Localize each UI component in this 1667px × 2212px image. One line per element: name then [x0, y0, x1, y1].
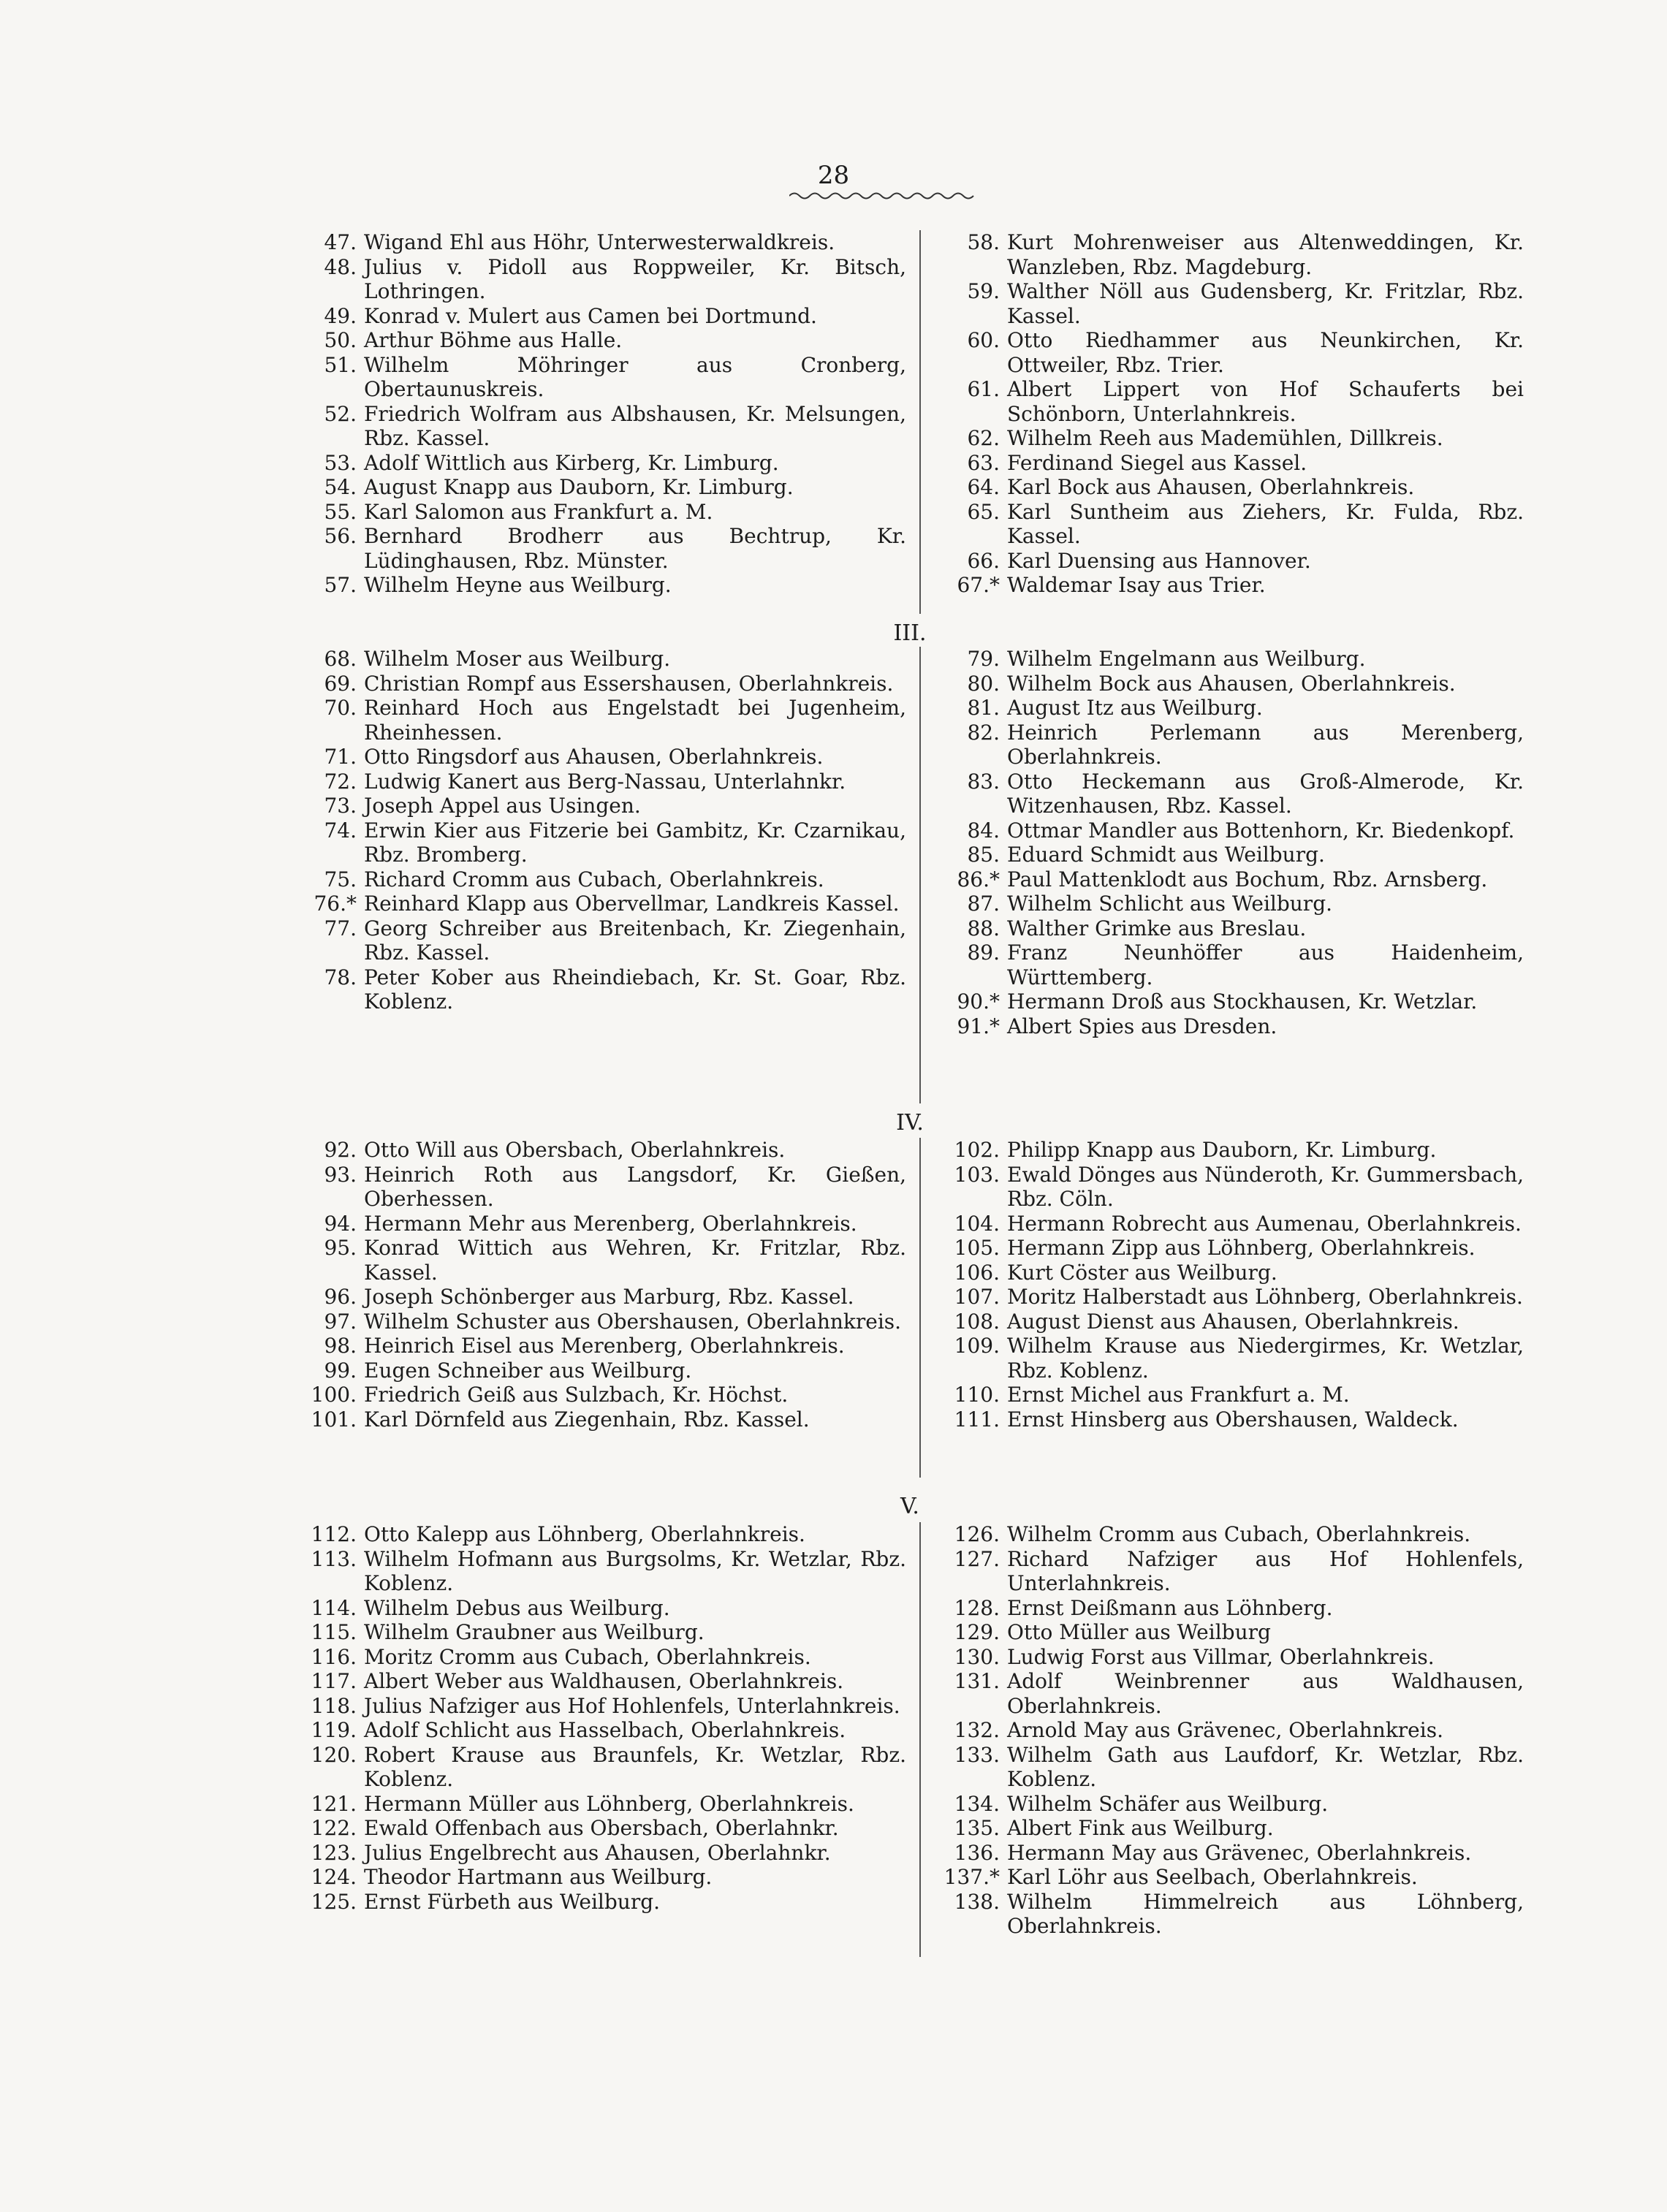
entry-text: Hermann Zipp aus Löhnberg, Oberlahnkreis. [1007, 1236, 1476, 1260]
list-item [292, 1841, 906, 1866]
list-item [292, 1816, 906, 1841]
entry-number: 75. [324, 867, 357, 892]
list-item [292, 1236, 906, 1285]
list-item [935, 1138, 1524, 1163]
list-item [935, 1522, 1524, 1547]
list-item [935, 989, 1524, 1014]
list-item [292, 1669, 906, 1694]
list-item [935, 696, 1524, 721]
entry-number: 104. [954, 1211, 1000, 1236]
list-item [935, 500, 1524, 549]
entry-number: 121. [311, 1791, 357, 1816]
entry-number: 83. [967, 769, 1000, 794]
entry-text: Hermann Mehr aus Merenberg, Oberlahnkreis. [364, 1211, 857, 1236]
entry-number: 112. [311, 1522, 357, 1546]
list-item [935, 1261, 1524, 1285]
entry-number: 63. [967, 450, 1000, 475]
entry-number: 98. [324, 1334, 357, 1358]
entry-number: 49. [324, 303, 357, 328]
entry-number: 100. [311, 1383, 357, 1407]
entry-number: 65. [967, 499, 1000, 524]
entry-text: Wilhelm Reeh aus Mademühlen, Dillkreis. [1007, 426, 1443, 450]
entry-text: Eduard Schmidt aus Weilburg. [1007, 843, 1325, 867]
list-item [935, 647, 1524, 672]
entry-number: 97. [324, 1309, 357, 1334]
list-item [935, 892, 1524, 916]
right-column [935, 230, 1524, 598]
entry-text: Hermann Müller aus Löhnberg, Oberlahnkreis. [364, 1791, 854, 1816]
entry-text: Heinrich Eisel aus Merenberg, Oberlahnkreis. [364, 1334, 845, 1358]
list-item [292, 1694, 906, 1719]
entry-number: 67.* [957, 573, 1000, 597]
section-numeral: IV. [896, 1110, 924, 1136]
entry-text: Joseph Appel aus Usingen. [364, 794, 641, 818]
entry-text: Ernst Fürbeth aus Weilburg. [364, 1889, 661, 1914]
entry-text: Otto Müller aus Weilburg [1007, 1620, 1271, 1644]
entry-text: Karl Löhr aus Seelbach, Oberlahnkreis. [1007, 1865, 1418, 1889]
list-item [935, 1620, 1524, 1645]
entry-number: 101. [311, 1407, 357, 1432]
entry-number: 102. [954, 1138, 1000, 1162]
list-item [935, 1792, 1524, 1817]
entry-number: 71. [324, 745, 357, 769]
entry-number: 76.* [314, 892, 357, 916]
list-item [292, 1383, 906, 1407]
entry-number: 80. [967, 671, 1000, 696]
list-item [292, 672, 906, 696]
entry-text: Richard Nafziger aus Hof Hohlenfels, Unterlahnkreis. [1007, 1546, 1524, 1595]
entry-number: 53. [324, 450, 357, 475]
entry-text: Wilhelm Hofmann aus Burgsolms, Kr. Wetzlar, Rbz. Koblenz. [364, 1546, 906, 1595]
entry-number: 133. [954, 1742, 1000, 1767]
entry-number: 132. [954, 1718, 1000, 1742]
entry-text: Albert Spies aus Dresden. [1007, 1014, 1277, 1038]
list-item [292, 1865, 906, 1890]
entry-number: 113. [311, 1546, 357, 1571]
entry-text: Wilhelm Gath aus Laufdorf, Kr. Wetzlar, Rbz. Koblenz. [1007, 1742, 1524, 1791]
list-item [292, 647, 906, 672]
list-item [292, 353, 906, 402]
entry-text: Wilhelm Schlicht aus Weilburg. [1007, 892, 1333, 916]
list-item [935, 1212, 1524, 1236]
entry-number: 114. [311, 1595, 357, 1620]
list-item [935, 1407, 1524, 1432]
entry-text: Ewald Dönges aus Nünderoth, Kr. Gummersbach, Rbz. Cöln. [1007, 1162, 1524, 1211]
entry-text: Wilhelm Schuster aus Obershausen, Oberlahnkreis. [364, 1309, 902, 1334]
list-item [292, 916, 906, 965]
entry-text: Wigand Ehl aus Höhr, Unterwesterwaldkreis. [364, 230, 835, 254]
list-item [292, 402, 906, 451]
entry-number: 118. [311, 1693, 357, 1718]
entry-number: 107. [954, 1285, 1000, 1309]
entry-text: Arnold May aus Grävenec, Oberlahnkreis. [1007, 1718, 1443, 1742]
list-item [935, 916, 1524, 941]
entry-number: 117. [311, 1669, 357, 1693]
list-item [935, 1645, 1524, 1670]
entry-text: Albert Lippert von Hof Schauferts bei Schönborn, Unterlahnkreis. [1007, 377, 1524, 426]
entry-number: 74. [324, 818, 357, 843]
entry-number: 91.* [957, 1014, 1000, 1038]
entry-text: Albert Fink aus Weilburg. [1007, 1816, 1274, 1840]
entry-text: Walther Nöll aus Gudensberg, Kr. Fritzlar, Rbz. Kassel. [1007, 279, 1524, 328]
entry-number: 136. [954, 1840, 1000, 1865]
entry-number: 66. [967, 548, 1000, 573]
entry-text: Bernhard Brodherr aus Bechtrup, Kr. Lüdinghausen, Rbz. Münster. [364, 524, 906, 573]
entry-number: 131. [954, 1669, 1000, 1693]
right-column [935, 1138, 1524, 1432]
entry-number: 99. [324, 1358, 357, 1383]
entry-number: 116. [311, 1644, 357, 1669]
list-item [292, 1163, 906, 1212]
list-item [292, 230, 906, 255]
list-item [935, 475, 1524, 500]
entry-text: Waldemar Isay aus Trier. [1007, 573, 1266, 597]
entry-number: 88. [967, 916, 1000, 940]
column-divider [919, 1522, 921, 1957]
list-item [935, 377, 1524, 426]
right-column [935, 647, 1524, 1038]
entry-number: 48. [324, 254, 357, 279]
entry-number: 95. [324, 1236, 357, 1260]
entry-number: 69. [324, 671, 357, 696]
entry-text: Walther Grimke aus Breslau. [1007, 916, 1307, 940]
entry-number: 90.* [957, 989, 1000, 1014]
list-item [935, 328, 1524, 377]
entry-number: 58. [967, 230, 1000, 254]
entry-text: Wilhelm Schäfer aus Weilburg. [1007, 1791, 1329, 1816]
entry-number: 138. [954, 1889, 1000, 1914]
entry-number: 108. [954, 1309, 1000, 1334]
entry-number: 130. [954, 1644, 1000, 1669]
entry-text: Hermann May aus Grävenec, Oberlahnkreis. [1007, 1840, 1472, 1865]
list-item [935, 573, 1524, 598]
entry-number: 109. [954, 1334, 1000, 1358]
list-item [935, 1841, 1524, 1866]
entry-number: 81. [967, 696, 1000, 720]
list-item [935, 1865, 1524, 1890]
entry-number: 96. [324, 1285, 357, 1309]
entry-number: 119. [311, 1718, 357, 1742]
list-item [935, 1236, 1524, 1261]
left-column [292, 1138, 906, 1432]
entry-number: 87. [967, 892, 1000, 916]
entry-text: Adolf Schlicht aus Hasselbach, Oberlahnkreis. [364, 1718, 846, 1742]
entry-text: Reinhard Klapp aus Obervellmar, Landkreis Kassel. [364, 892, 900, 916]
ornament-rule [789, 189, 979, 203]
entry-text: Ernst Deißmann aus Löhnberg. [1007, 1595, 1333, 1620]
list-item [292, 769, 906, 794]
list-item [292, 1743, 906, 1792]
entry-number: 124. [311, 1865, 357, 1889]
entry-text: Kurt Cöster aus Weilburg. [1007, 1260, 1277, 1285]
entry-text: Julius Engelbrecht aus Ahausen, Oberlahnkr. [364, 1840, 831, 1865]
list-item [935, 1285, 1524, 1310]
entry-number: 122. [311, 1816, 357, 1840]
entry-number: 85. [967, 843, 1000, 867]
list-item [935, 549, 1524, 574]
list-item [935, 721, 1524, 769]
entry-text: Moritz Halberstadt aus Löhnberg, Oberlahnkreis. [1007, 1285, 1523, 1309]
entry-number: 106. [954, 1260, 1000, 1285]
left-column [292, 647, 906, 1014]
entry-number: 60. [967, 328, 1000, 352]
list-item [292, 818, 906, 867]
list-item [935, 867, 1524, 892]
entry-number: 125. [311, 1889, 357, 1914]
list-item [935, 843, 1524, 867]
left-column [292, 1522, 906, 1914]
entry-number: 89. [967, 940, 1000, 965]
list-item [292, 255, 906, 304]
list-item [935, 940, 1524, 989]
entry-number: 52. [324, 401, 357, 426]
entry-text: Ferdinand Siegel aus Kassel. [1007, 450, 1307, 475]
entry-text: Wilhelm Graubner aus Weilburg. [364, 1620, 705, 1644]
entry-number: 54. [324, 475, 357, 499]
entry-text: Otto Will aus Obersbach, Oberlahnkreis. [364, 1138, 786, 1162]
entry-number: 126. [954, 1522, 1000, 1546]
list-item [935, 1383, 1524, 1407]
list-item [935, 1743, 1524, 1792]
entry-number: 79. [967, 647, 1000, 671]
entry-text: Otto Kalepp aus Löhnberg, Oberlahnkreis. [364, 1522, 805, 1546]
entry-text: Georg Schreiber aus Breitenbach, Kr. Ziegenhain, Rbz. Kassel. [364, 916, 906, 965]
list-item [292, 1212, 906, 1236]
list-item [935, 1669, 1524, 1718]
entry-text: August Itz aus Weilburg. [1007, 696, 1263, 720]
list-item [292, 328, 906, 353]
list-item [935, 1163, 1524, 1212]
entry-text: Adolf Wittlich aus Kirberg, Kr. Limburg. [364, 450, 779, 475]
list-item [292, 500, 906, 525]
entry-text: Wilhelm Himmelreich aus Löhnberg, Oberlahnkreis. [1007, 1889, 1524, 1938]
entry-text: Otto Riedhammer aus Neunkirchen, Kr. Ottweiler, Rbz. Trier. [1007, 328, 1524, 377]
list-item [935, 1718, 1524, 1743]
entry-number: 61. [967, 377, 1000, 401]
list-item [292, 1334, 906, 1358]
entry-text: Hermann Robrecht aus Aumenau, Oberlahnkreis. [1007, 1211, 1522, 1236]
entry-text: Kurt Mohrenweiser aus Altenweddingen, Kr. Wanzleben, Rbz. Magdeburg. [1007, 230, 1524, 279]
entry-number: 47. [324, 230, 357, 254]
list-item [292, 745, 906, 769]
list-item [292, 475, 906, 500]
list-item [292, 1310, 906, 1334]
entry-number: 137.* [943, 1865, 1000, 1889]
list-item [292, 1792, 906, 1817]
entry-number: 64. [967, 475, 1000, 499]
list-item [292, 1620, 906, 1645]
entry-number: 94. [324, 1211, 357, 1236]
entry-text: Karl Suntheim aus Ziehers, Kr. Fulda, Rbz. Kassel. [1007, 499, 1524, 548]
list-item [935, 426, 1524, 451]
entry-number: 56. [324, 524, 357, 548]
list-item [935, 1334, 1524, 1383]
entry-number: 110. [954, 1383, 1000, 1407]
entry-number: 84. [967, 818, 1000, 843]
section-numeral: V. [900, 1494, 919, 1519]
list-item [292, 1547, 906, 1596]
entry-number: 70. [324, 696, 357, 720]
entry-number: 51. [324, 352, 357, 377]
entry-number: 120. [311, 1742, 357, 1767]
list-item [935, 672, 1524, 696]
entry-number: 111. [954, 1407, 1000, 1432]
entry-number: 82. [967, 720, 1000, 745]
entry-number: 77. [324, 916, 357, 940]
entry-number: 59. [967, 279, 1000, 303]
entry-text: Robert Krause aus Braunfels, Kr. Wetzlar, Rbz. Koblenz. [364, 1742, 906, 1791]
entry-number: 62. [967, 426, 1000, 450]
entry-text: Karl Duensing aus Hannover. [1007, 548, 1311, 573]
entry-text: Otto Ringsdorf aus Ahausen, Oberlahnkreis. [364, 745, 824, 769]
column-divider [919, 647, 921, 1103]
entry-text: Friedrich Geiß aus Sulzbach, Kr. Höchst. [364, 1383, 789, 1407]
entry-number: 115. [311, 1620, 357, 1644]
entry-text: Heinrich Perlemann aus Merenberg, Oberlahnkreis. [1007, 720, 1524, 769]
entry-text: Karl Bock aus Ahausen, Oberlahnkreis. [1007, 475, 1415, 499]
column-divider [919, 230, 921, 614]
entry-text: Heinrich Roth aus Langsdorf, Kr. Gießen, Oberhessen. [364, 1162, 906, 1211]
entry-text: Peter Kober aus Rheindiebach, Kr. St. Goar, Rbz. Koblenz. [364, 965, 906, 1014]
entry-text: Wilhelm Engelmann aus Weilburg. [1007, 647, 1366, 671]
entry-text: Julius Nafziger aus Hof Hohlenfels, Unterlahnkreis. [364, 1693, 900, 1718]
entry-text: Joseph Schönberger aus Marburg, Rbz. Kassel. [364, 1285, 854, 1309]
entry-text: Eugen Schneiber aus Weilburg. [364, 1358, 692, 1383]
entry-number: 135. [954, 1816, 1000, 1840]
section-numeral: III. [893, 620, 927, 646]
list-item [292, 1890, 906, 1915]
list-item [935, 1890, 1524, 1939]
column-divider [919, 1138, 921, 1478]
entry-text: Reinhard Hoch aus Engelstadt bei Jugenheim, Rheinhessen. [364, 696, 906, 745]
entry-text: Christian Rompf aus Essershausen, Oberlahnkreis. [364, 671, 894, 696]
entry-number: 103. [954, 1162, 1000, 1187]
entry-text: Wilhelm Cromm aus Cubach, Oberlahnkreis. [1007, 1522, 1471, 1546]
list-item [935, 451, 1524, 476]
entry-text: Wilhelm Moser aus Weilburg. [364, 647, 671, 671]
entry-number: 55. [324, 499, 357, 524]
entry-number: 86.* [957, 867, 1000, 892]
entry-text: Erwin Kier aus Fitzerie bei Gambitz, Kr. Czarnikau, Rbz. Bromberg. [364, 818, 906, 867]
left-column [292, 230, 906, 598]
page-number: 28 [817, 161, 850, 190]
entry-number: 105. [954, 1236, 1000, 1260]
entry-text: August Knapp aus Dauborn, Kr. Limburg. [364, 475, 794, 499]
entry-text: Otto Heckemann aus Groß-Almerode, Kr. Witzenhausen, Rbz. Kassel. [1007, 769, 1524, 818]
list-item [935, 1310, 1524, 1334]
entry-number: 93. [324, 1162, 357, 1187]
entry-text: Adolf Weinbrenner aus Waldhausen, Oberlahnkreis. [1007, 1669, 1524, 1718]
entry-text: Friedrich Wolfram aus Albshausen, Kr. Melsungen, Rbz. Kassel. [364, 401, 906, 450]
entry-text: Wilhelm Möhringer aus Cronberg, Obertaunuskreis. [364, 352, 906, 401]
entry-text: Hermann Droß aus Stockhausen, Kr. Wetzlar. [1007, 989, 1478, 1014]
list-item [292, 1522, 906, 1547]
entry-text: Konrad v. Mulert aus Camen bei Dortmund. [364, 303, 817, 328]
entry-number: 123. [311, 1840, 357, 1865]
entry-number: 129. [954, 1620, 1000, 1644]
list-item [292, 1596, 906, 1621]
entry-text: Albert Weber aus Waldhausen, Oberlahnkreis. [364, 1669, 844, 1693]
list-item [935, 1547, 1524, 1596]
entry-text: Konrad Wittich aus Wehren, Kr. Fritzlar, Rbz. Kassel. [364, 1236, 906, 1285]
entry-text: Karl Dörnfeld aus Ziegenhain, Rbz. Kassel. [364, 1407, 810, 1432]
list-item [292, 1718, 906, 1743]
list-item [292, 1645, 906, 1670]
entry-text: Ernst Hinsberg aus Obershausen, Waldeck. [1007, 1407, 1459, 1432]
entry-text: Karl Salomon aus Frankfurt a. M. [364, 499, 713, 524]
list-item [292, 892, 906, 916]
entry-text: Moritz Cromm aus Cubach, Oberlahnkreis. [364, 1644, 811, 1669]
entry-text: Wilhelm Debus aus Weilburg. [364, 1595, 670, 1620]
entry-number: 57. [324, 573, 357, 597]
list-item [292, 524, 906, 573]
entry-text: Arthur Böhme aus Halle. [364, 328, 623, 352]
list-item [935, 818, 1524, 843]
list-item [935, 230, 1524, 279]
entry-number: 92. [324, 1138, 357, 1162]
list-item [935, 769, 1524, 818]
entry-number: 68. [324, 647, 357, 671]
entry-number: 72. [324, 769, 357, 794]
entry-text: Ludwig Kanert aus Berg-Nassau, Unterlahnkr. [364, 769, 846, 794]
entry-text: Wilhelm Heyne aus Weilburg. [364, 573, 672, 597]
right-column [935, 1522, 1524, 1939]
entry-text: Philipp Knapp aus Dauborn, Kr. Limburg. [1007, 1138, 1437, 1162]
entry-text: August Dienst aus Ahausen, Oberlahnkreis. [1007, 1309, 1459, 1334]
entry-text: Ottmar Mandler aus Bottenhorn, Kr. Biedenkopf. [1007, 818, 1515, 843]
entry-text: Theodor Hartmann aus Weilburg. [364, 1865, 713, 1889]
entry-text: Wilhelm Bock aus Ahausen, Oberlahnkreis. [1007, 671, 1456, 696]
list-item [292, 696, 906, 745]
list-item [292, 1358, 906, 1383]
entry-number: 50. [324, 328, 357, 352]
entry-text: Richard Cromm aus Cubach, Oberlahnkreis. [364, 867, 824, 892]
list-item [292, 573, 906, 598]
list-item [292, 304, 906, 329]
entry-text: Ludwig Forst aus Villmar, Oberlahnkreis. [1007, 1644, 1435, 1669]
list-item [292, 794, 906, 818]
entry-number: 127. [954, 1546, 1000, 1571]
entry-text: Ewald Offenbach aus Obersbach, Oberlahnkr. [364, 1816, 839, 1840]
list-item [292, 867, 906, 892]
entry-number: 78. [324, 965, 357, 989]
list-item [292, 1407, 906, 1432]
list-item [292, 965, 906, 1014]
list-item [935, 1014, 1524, 1039]
list-item [935, 1816, 1524, 1841]
entry-text: Wilhelm Krause aus Niedergirmes, Kr. Wetzlar, Rbz. Koblenz. [1007, 1334, 1524, 1383]
list-item [292, 1285, 906, 1310]
entry-number: 128. [954, 1595, 1000, 1620]
list-item [292, 451, 906, 476]
list-item [935, 1596, 1524, 1621]
entry-text: Ernst Michel aus Frankfurt a. M. [1007, 1383, 1350, 1407]
entry-text: Franz Neunhöffer aus Haidenheim, Württemberg. [1007, 940, 1524, 989]
list-item [935, 279, 1524, 328]
entry-text: Paul Mattenklodt aus Bochum, Rbz. Arnsberg. [1007, 867, 1488, 892]
list-item [292, 1138, 906, 1163]
entry-text: Julius v. Pidoll aus Roppweiler, Kr. Bitsch, Lothringen. [364, 254, 906, 303]
entry-number: 134. [954, 1791, 1000, 1816]
entry-number: 73. [324, 794, 357, 818]
